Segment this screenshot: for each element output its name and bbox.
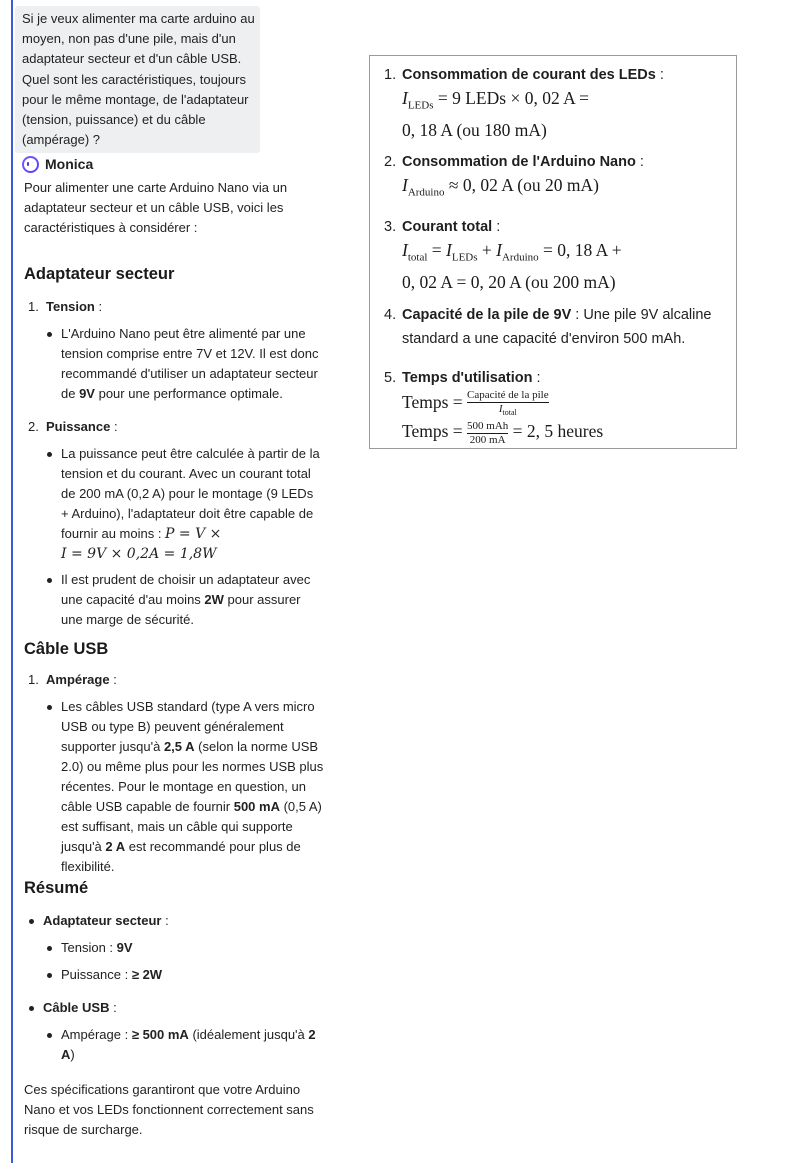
usb-heading: Câble USB (24, 640, 109, 658)
assistant-answer (24, 178, 324, 1140)
user-message: Si je veux alimenter ma carte arduino au moyen, non pas d'une pile, mais d'un adaptateur secteur et d'un câble USB. Quel sont les caractéristiques, toujours pour le même montage, de l'adaptateur (tension, puissance) et du câble (ampérage) ? (15, 6, 260, 153)
summary-usb-item: Câble USB : (26, 998, 324, 1018)
list-item-power: 2. Puissance : (28, 419, 118, 434)
list-item-amperage: 1. Ampérage : (28, 672, 117, 687)
calc-item-arduino: 2. Consommation de l'Arduino Nano : $I_{Arduino} \approx 0$, 02 A (ou 20 mA) (384, 154, 644, 199)
conversation-rule (11, 0, 13, 1163)
summary-heading: Résumé (24, 879, 89, 897)
calc-item-battery: 4. Capacité de la pile de 9V : Une pile 9V alcaline standard a une capacité d'environ 500 mAh. (384, 307, 712, 347)
summary-adapter-item: Adaptateur secteur : (26, 911, 324, 931)
amperage-label: Ampérage (46, 672, 110, 687)
power-formula: P = V × (165, 526, 222, 542)
intro-text: Pour alimenter une carte Arduino Nano via un adaptateur secteur et un câble USB, voici les caractéristiques à considérer : (24, 180, 288, 235)
assistant-name: Monica (45, 156, 94, 172)
monica-face-icon (22, 156, 39, 173)
calc-item-total: 3. Courant total : $I_{total} = I_{LEDs} + I_{Arduino} = 0$, 18 A + 0, 02 A = 0, 20 A (ou 200 mA) (384, 219, 622, 292)
tension-label: Tension (46, 299, 95, 314)
power-label: Puissance (46, 419, 111, 434)
amperage-bullet: Les câbles USB standard (type A vers micro USB ou type B) peuvent généralement supporter jusqu'à 2,5 A (selon la norme USB 2.0) ou même plus pour les normes USB plus récentes. Pour le montage en question, un câble USB capable de fournir 500 mA (0,5 A) est suffisant, mais un câble qui supporte jusqu'à 2 A est recommandé pour plus de flexibilité. (44, 697, 324, 877)
calc-item-duration: 5. Temps d'utilisation : Temps = $\frac{\text{Capacité de la pile}}{I_{total}}$ Temps = $\frac{\text{500 mAh}}{200 mA}$ = 2, 5 heures (384, 370, 604, 446)
summary-amperage-item: Ampérage : ≥ 500 mA (idéalement jusqu'à 2 A) (44, 1025, 324, 1065)
calculation-box (369, 55, 737, 449)
summary-tension-item: Tension : 9V (44, 938, 324, 958)
assistant-header (22, 154, 93, 174)
summary-power-item: Puissance : ≥ 2W (44, 965, 324, 985)
power-tip-bullet: Il est prudent de choisir un adaptateur avec une capacité d'au moins 2W pour assurer une marge de sécurité. (44, 570, 324, 630)
tension-bullet: L'Arduino Nano peut être alimenté par une tension comprise entre 7V et 12V. Il est donc recommandé d'utiliser un adaptateur secteur de 9V pour une performance optimale. (44, 324, 324, 404)
adapter-heading: Adaptateur secteur (24, 265, 175, 283)
conclusion-text: Ces spécifications garantiront que votre Arduino Nano et vos LEDs fonctionnent correctement sans risque de surcharge. (24, 1082, 314, 1137)
calc-item-leds: 1. Consommation de courant des LEDs : $I_{LEDs} = 9$ LEDs × 0, 02 A = 0, 18 A (ou 180 mA) (384, 67, 664, 140)
list-item-tension: 1. Tension : (28, 299, 103, 314)
power-bullet: La puissance peut être calculée à partir de la tension et du courant. Avec un courant total de 200 mA (0,2 A) pour le montage (9 LEDs + Arduino), l'adaptateur doit être capable de fournir au moins : P = V × I = 9V × 0,2A = 1,8W (44, 444, 324, 564)
